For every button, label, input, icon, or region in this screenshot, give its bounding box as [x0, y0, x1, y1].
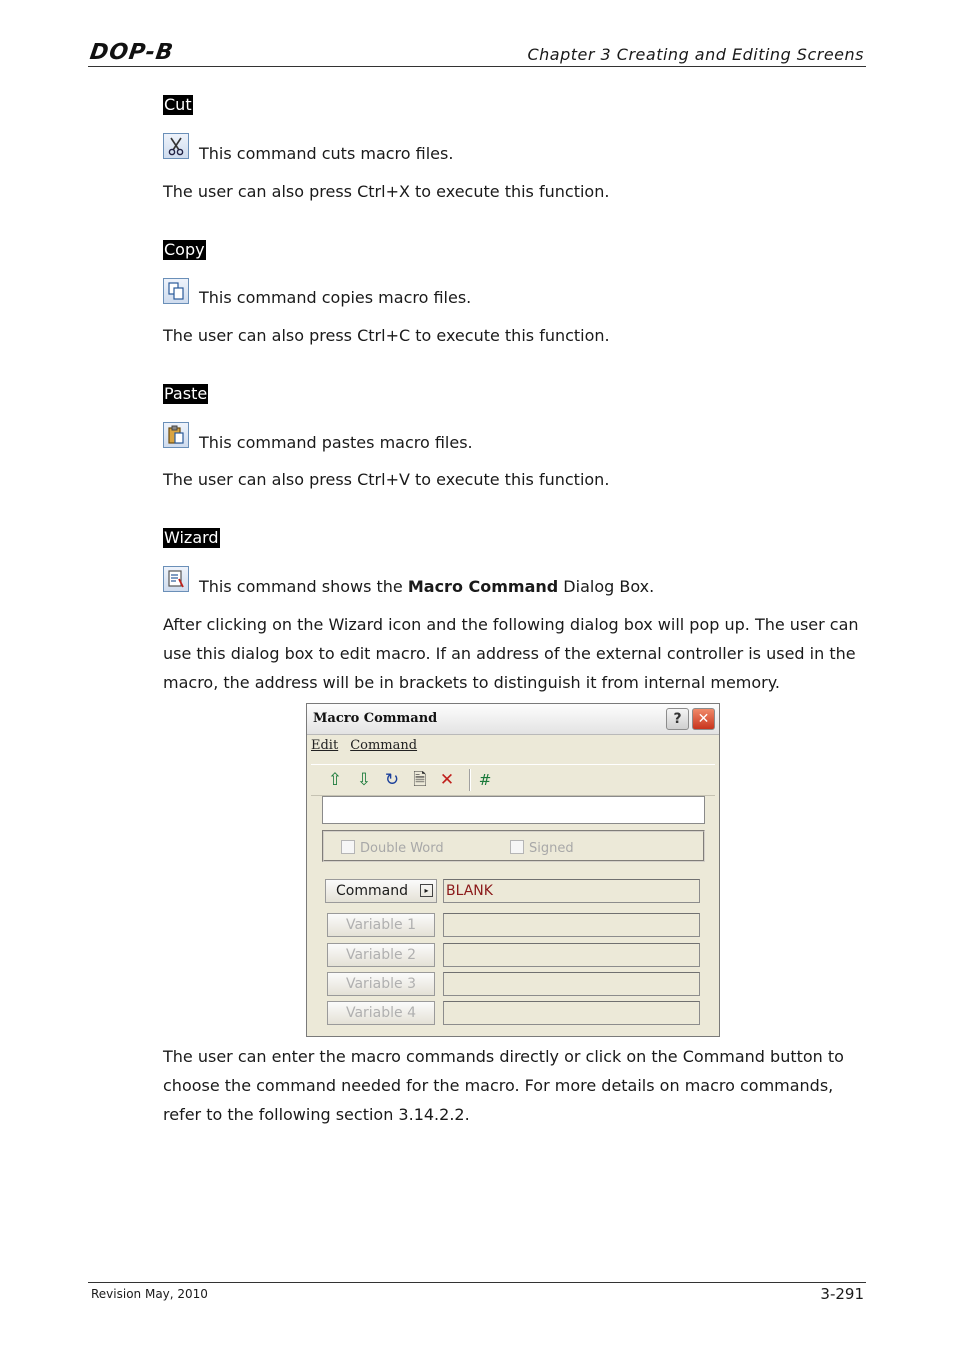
arrow-down-icon[interactable]: ⇩ [356, 770, 372, 790]
section-heading-cut: Cut [164, 95, 192, 114]
menu-command[interactable]: Command [350, 738, 418, 753]
wizard-description-bold: Macro Command [407, 577, 559, 596]
revision-text: Revision May, 2010 [91, 1287, 208, 1301]
intro-paragraph: After clicking on the Wizard icon and the following dialog box will pop up. The user can use this dialog box to edit macro. If an address of the external controller is used in the macro, the address will be in brackets to distinguish it from internal memory. [163, 615, 859, 692]
copy-icon [163, 278, 189, 304]
document-icon[interactable]: 🗎 [413, 770, 427, 790]
macro-command-dialog [306, 703, 720, 1037]
chapter-title: Chapter 3 Creating and Editing Screens [527, 45, 864, 64]
play-arrow-icon: ▸ [420, 884, 433, 897]
signed-label: Signed [529, 841, 574, 856]
variable-4-field[interactable] [443, 1001, 700, 1025]
dialog-toolbar [311, 764, 715, 796]
variable-3-button[interactable]: Variable 3 [327, 972, 435, 996]
command-value-field [443, 879, 700, 903]
help-button[interactable]: ? [666, 708, 689, 730]
paste-shortcut: The user can also press Ctrl+V to execute this function. [163, 470, 610, 489]
outro-paragraph: The user can enter the macro commands directly or click on the Command button to choose the command needed for the macro. For more details on macro commands, refer to the following section 3.14.2.2. [163, 1047, 844, 1124]
section-heading-paste: Paste [164, 384, 208, 403]
paste-description: This command pastes macro files. [199, 433, 473, 452]
dialog-menubar [311, 738, 429, 753]
variable-4-button[interactable]: Variable 4 [327, 1001, 435, 1025]
arrow-up-icon[interactable]: ⇧ [327, 770, 343, 790]
command-button-label: Command [336, 883, 408, 899]
section-heading-copy: Copy [164, 240, 205, 259]
page-number: 3-291 [820, 1285, 864, 1303]
wizard-description-prefix: This command shows the [199, 577, 408, 596]
section-heading-wizard: Wizard [164, 528, 219, 547]
command-button[interactable] [325, 879, 437, 903]
logo: DOP-B [88, 40, 176, 65]
options-group [322, 830, 705, 862]
variable-3-field[interactable] [443, 972, 700, 996]
signed-checkbox[interactable] [510, 840, 574, 856]
copy-shortcut: The user can also press Ctrl+C to execute this function. [163, 326, 610, 345]
variable-1-field[interactable] [443, 913, 700, 937]
wizard-description-suffix: Dialog Box. [558, 577, 655, 596]
variable-2-button[interactable]: Variable 2 [327, 943, 435, 967]
footer-rule [88, 1282, 866, 1283]
dialog-titlebar [307, 704, 719, 735]
variable-2-field[interactable] [443, 943, 700, 967]
refresh-icon[interactable]: ↻ [384, 770, 400, 790]
scissors-icon [163, 133, 189, 159]
macro-input[interactable] [322, 796, 705, 824]
toolbar-separator [469, 769, 471, 791]
wizard-icon [163, 566, 189, 592]
double-word-label: Double Word [360, 841, 444, 856]
checkbox-box [510, 840, 524, 854]
checkbox-box [341, 840, 355, 854]
copy-description: This command copies macro files. [199, 288, 472, 307]
variable-1-button[interactable]: Variable 1 [327, 913, 435, 937]
double-word-checkbox[interactable] [341, 840, 444, 856]
cut-shortcut: The user can also press Ctrl+X to execute this function. [163, 182, 610, 201]
header-rule [88, 66, 866, 67]
close-button[interactable]: ✕ [692, 708, 715, 730]
command-value: BLANK [446, 883, 493, 899]
paste-icon [163, 422, 189, 448]
wizard-description [199, 577, 654, 597]
delete-icon[interactable]: ✕ [439, 770, 455, 790]
cut-description: This command cuts macro files. [199, 144, 454, 163]
menu-edit[interactable]: Edit [311, 738, 339, 753]
dialog-title: Macro Command [313, 711, 438, 726]
hash-icon[interactable]: # [478, 771, 492, 789]
